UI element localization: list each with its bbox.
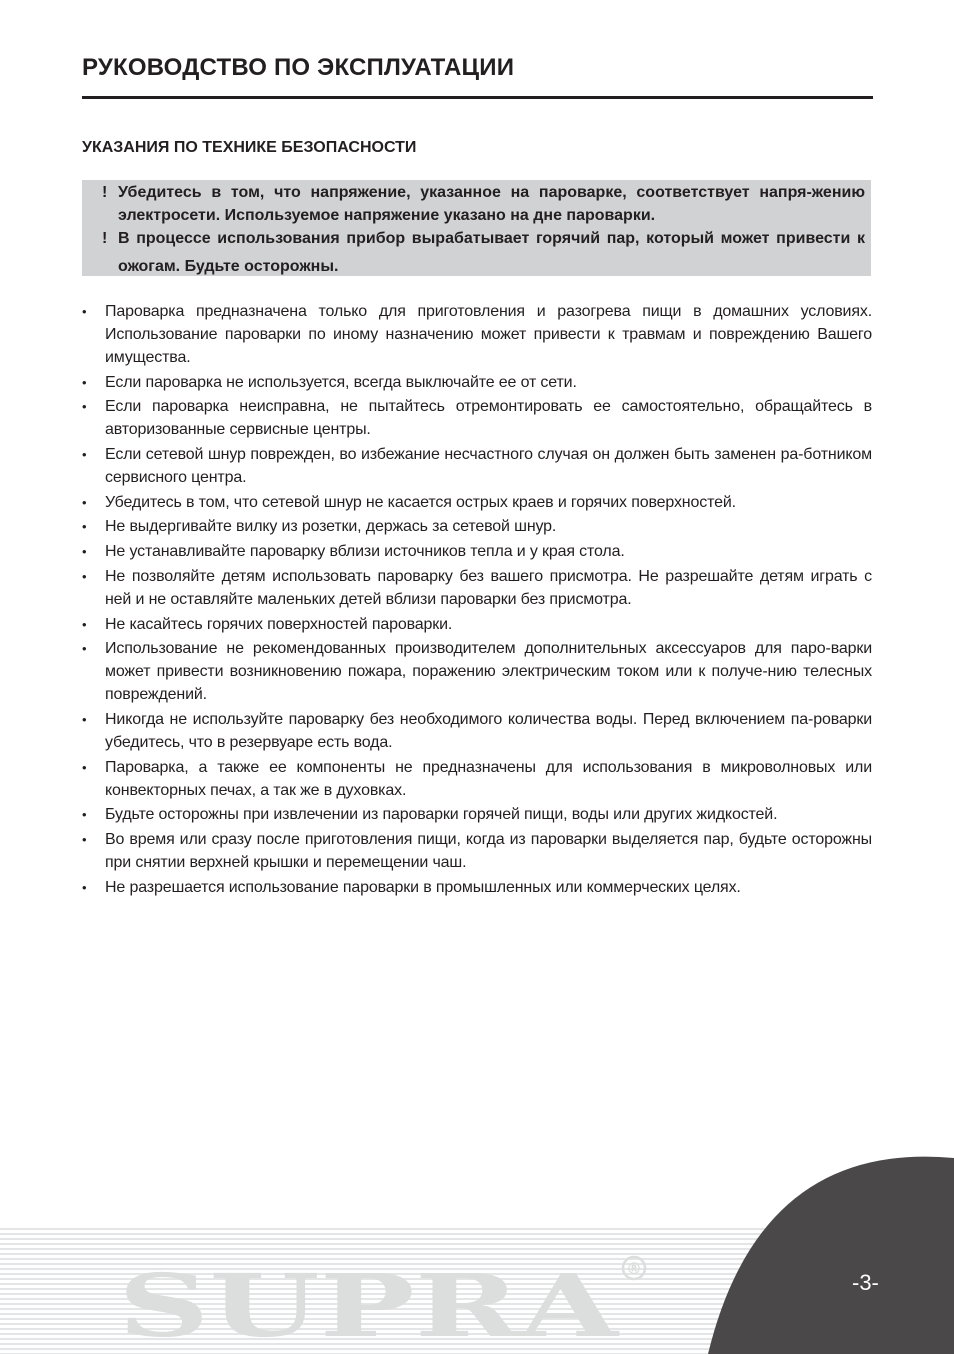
exclamation-icon: ! (102, 184, 108, 201)
bullet-icon: • (82, 759, 87, 775)
list-item: • Если пароварка неисправна, не пытайтесь отремонтировать ее самостоятельно, обращайтесь в авторизованные сервисные центры. (82, 395, 872, 441)
bullet-icon: • (82, 494, 87, 510)
list-item: • Будьте осторожны при извлечении из пароварки горячей пищи, воды или других жидкостей. (82, 803, 872, 826)
warning-text: Убедитесь в том, что напряжение, указанное на пароварке, соответствует напря-жению электросети. Используемое напряжение указано на дне пароварки. (118, 184, 865, 224)
bullet-icon: • (82, 641, 87, 657)
registered-mark: ® (626, 1259, 642, 1278)
list-item: • Пароварка предназначена только для приготовления и разогрева пищи в домашних условиях. Использование пароварки по иному назначению может привести к травмам и повреждению Вашего имущества. (82, 300, 872, 369)
page-number: -3- (852, 1270, 879, 1295)
logo-wordmark: SUPRA (118, 1256, 620, 1340)
bullet-icon: • (82, 447, 87, 463)
warning-text: В процессе использования прибор вырабатывает горячий пар, который может привести к ожогам. Будьте осторожны. (118, 230, 865, 275)
safety-list (82, 300, 872, 900)
list-item: • Никогда не используйте пароварку без необходимого количества воды. Перед включением па-роварки убедитесь, что в резервуаре есть вода. (82, 708, 872, 754)
bullet-icon: • (82, 544, 87, 560)
warning-item (102, 225, 865, 281)
list-item: • Не выдергивайте вилку из розетки, держась за сетевой шнур. (82, 515, 872, 538)
bullet-icon: • (82, 616, 87, 632)
list-item: • Не устанавливайте пароварку вблизи источников тепла и у края стола. (82, 540, 872, 563)
bullet-icon: • (82, 374, 87, 390)
list-item: • Если сетевой шнур поврежден, во избежание несчастного случая он должен быть заменен ра-ботником сервисного центра. (82, 443, 872, 489)
corner-shape (700, 1150, 954, 1354)
warning-box (82, 180, 871, 276)
list-item: • Если пароварка не используется, всегда выключайте ее от сети. (82, 371, 872, 394)
bullet-icon: • (82, 831, 87, 847)
page-title: РУКОВОДСТВО ПО ЭКСПЛУАТАЦИИ (82, 54, 515, 81)
list-item: • Не позволяйте детям использовать пароварку без вашего присмотра. Не разрешайте детям играть с ней и не оставляйте маленьких детей вблизи пароварки без присмотра. (82, 565, 872, 611)
bullet-icon: • (82, 304, 87, 319)
list-item: • Не разрешается использование пароварки в промышленных или коммерческих целях. (82, 876, 872, 899)
brand-logo (114, 1252, 674, 1340)
list-item: • Пароварка, а также ее компоненты не предназначены для использования в микроволновых или конвекторных печах, а так же в духовках. (82, 756, 872, 802)
list-item: • Не касайтесь горячих поверхностей пароварки. (82, 613, 872, 636)
bullet-icon: • (82, 807, 87, 823)
warning-item (102, 181, 865, 227)
list-item: • Во время или сразу после приготовления пищи, когда из пароварки выделяется пар, будьте осторожны при снятии верхней крышки и перемещении чаш. (82, 828, 872, 874)
title-divider (82, 96, 873, 99)
exclamation-icon: ! (102, 230, 108, 247)
bullet-icon: • (82, 879, 87, 895)
bullet-icon: • (82, 568, 87, 584)
bullet-icon: • (82, 399, 87, 415)
list-item: • Использование не рекомендованных производителем дополнительных аксессуаров для паро-варки может привести возникновению пожара, поражению электрическим током или к получе-нию телесных повреждений. (82, 637, 872, 706)
bullet-icon: • (82, 711, 87, 727)
section-heading: УКАЗАНИЯ ПО ТЕХНИКЕ БЕЗОПАСНОСТИ (82, 139, 417, 156)
list-item: • Убедитесь в том, что сетевой шнур не касается острых краев и горячих поверхностей. (82, 491, 872, 514)
bullet-icon: • (82, 519, 87, 535)
